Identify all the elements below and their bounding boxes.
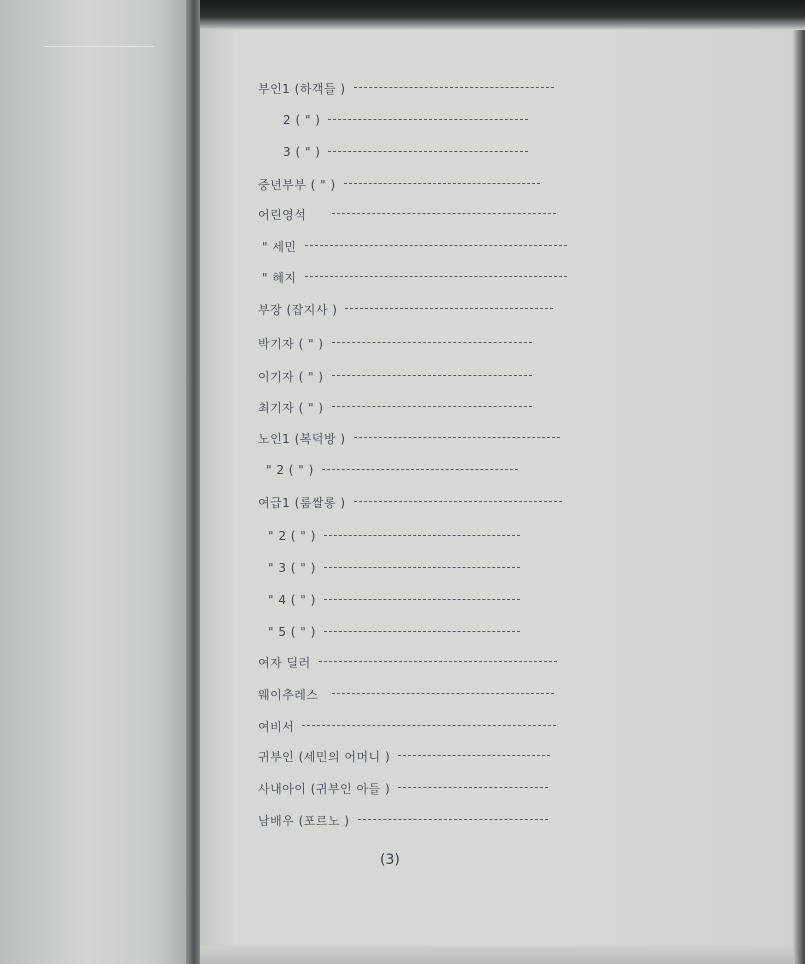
- cast-role: 귀부인 (세민의 어머니 ): [258, 749, 391, 764]
- dash-leader: [324, 631, 520, 633]
- cast-role: 부장 (잡지사 ): [258, 302, 338, 317]
- dash-leader: [322, 469, 518, 471]
- cast-role: 박기자 ( " ): [258, 336, 324, 351]
- cast-role: 중년부부 ( " ): [258, 177, 336, 192]
- dash-leader: [332, 693, 554, 695]
- cast-item: [258, 716, 556, 736]
- cast-role: " 2 ( " ): [268, 529, 316, 543]
- cast-role: 어린영석: [258, 207, 307, 222]
- cast-item: [258, 299, 553, 319]
- dash-leader: [324, 535, 520, 537]
- cast-item: [266, 460, 518, 480]
- dash-leader: [344, 183, 540, 185]
- cast-role: " 5 ( " ): [268, 625, 316, 639]
- cast-role: 여자 딜러: [258, 655, 311, 670]
- dash-leader: [319, 661, 557, 663]
- cast-role: 여급1 (룸쌀롱 ): [258, 495, 346, 510]
- cast-role: 3 ( " ): [283, 145, 321, 159]
- cast-item: [262, 267, 567, 287]
- dash-leader: [332, 213, 556, 215]
- cast-item: [258, 333, 532, 353]
- cast-item: [262, 236, 567, 256]
- dash-leader: [398, 787, 548, 789]
- dash-leader: [345, 308, 553, 310]
- page-number: (3): [380, 852, 400, 868]
- dash-leader: [305, 245, 567, 247]
- cast-role: 이기자 ( " ): [258, 369, 324, 384]
- cast-item: [258, 810, 548, 830]
- left-page-line: [44, 46, 154, 47]
- cast-role: 노인1 (복덕방 ): [258, 431, 346, 446]
- cast-item: [258, 652, 557, 672]
- dash-leader: [332, 375, 532, 377]
- dash-leader: [354, 501, 562, 503]
- cast-role: " 3 ( " ): [268, 561, 316, 575]
- cast-role: " 4 ( " ): [268, 593, 316, 607]
- cast-role: 사내아이 (귀부인 아들 ): [258, 781, 391, 796]
- dash-leader: [398, 755, 550, 757]
- cast-item: [268, 622, 520, 642]
- cast-role: 웨이추레스: [258, 687, 319, 702]
- dash-leader: [332, 342, 532, 344]
- cast-role: " 혜지: [262, 270, 297, 285]
- dash-leader: [302, 725, 556, 727]
- cast-item: [258, 492, 562, 512]
- dash-leader: [354, 87, 554, 89]
- cast-item: [258, 78, 554, 98]
- cast-role: " 세민: [262, 239, 297, 254]
- cast-item: [258, 204, 556, 224]
- bottom-edge: [200, 946, 793, 964]
- cast-item: [283, 110, 528, 130]
- cast-item: [258, 397, 532, 417]
- cast-item: [258, 778, 548, 798]
- dash-leader: [332, 406, 532, 408]
- cast-item: [283, 142, 528, 162]
- cast-item: [258, 746, 550, 766]
- cast-item: [258, 684, 554, 704]
- cast-item: [268, 558, 520, 578]
- cast-role: 2 ( " ): [283, 113, 321, 127]
- dash-leader: [358, 819, 548, 821]
- page-edge: [793, 30, 805, 964]
- cast-item: [258, 174, 540, 194]
- cast-item: [258, 366, 532, 386]
- top-shadow: [200, 0, 805, 30]
- dash-leader: [328, 119, 528, 121]
- dash-leader: [305, 276, 567, 278]
- cast-role: 남배우 (포르노 ): [258, 813, 350, 828]
- cast-role: 여비서: [258, 719, 295, 734]
- cast-role: 최기자 ( " ): [258, 400, 324, 415]
- cast-item: [268, 590, 520, 610]
- left-page: [0, 0, 196, 964]
- dash-leader: [324, 567, 520, 569]
- cast-item: [258, 428, 560, 448]
- dash-leader: [354, 437, 560, 439]
- cast-role: " 2 ( " ): [266, 463, 314, 477]
- dash-leader: [324, 599, 520, 601]
- dash-leader: [328, 151, 528, 153]
- cast-role: 부인1 (하객들 ): [258, 81, 346, 96]
- cast-item: [268, 526, 520, 546]
